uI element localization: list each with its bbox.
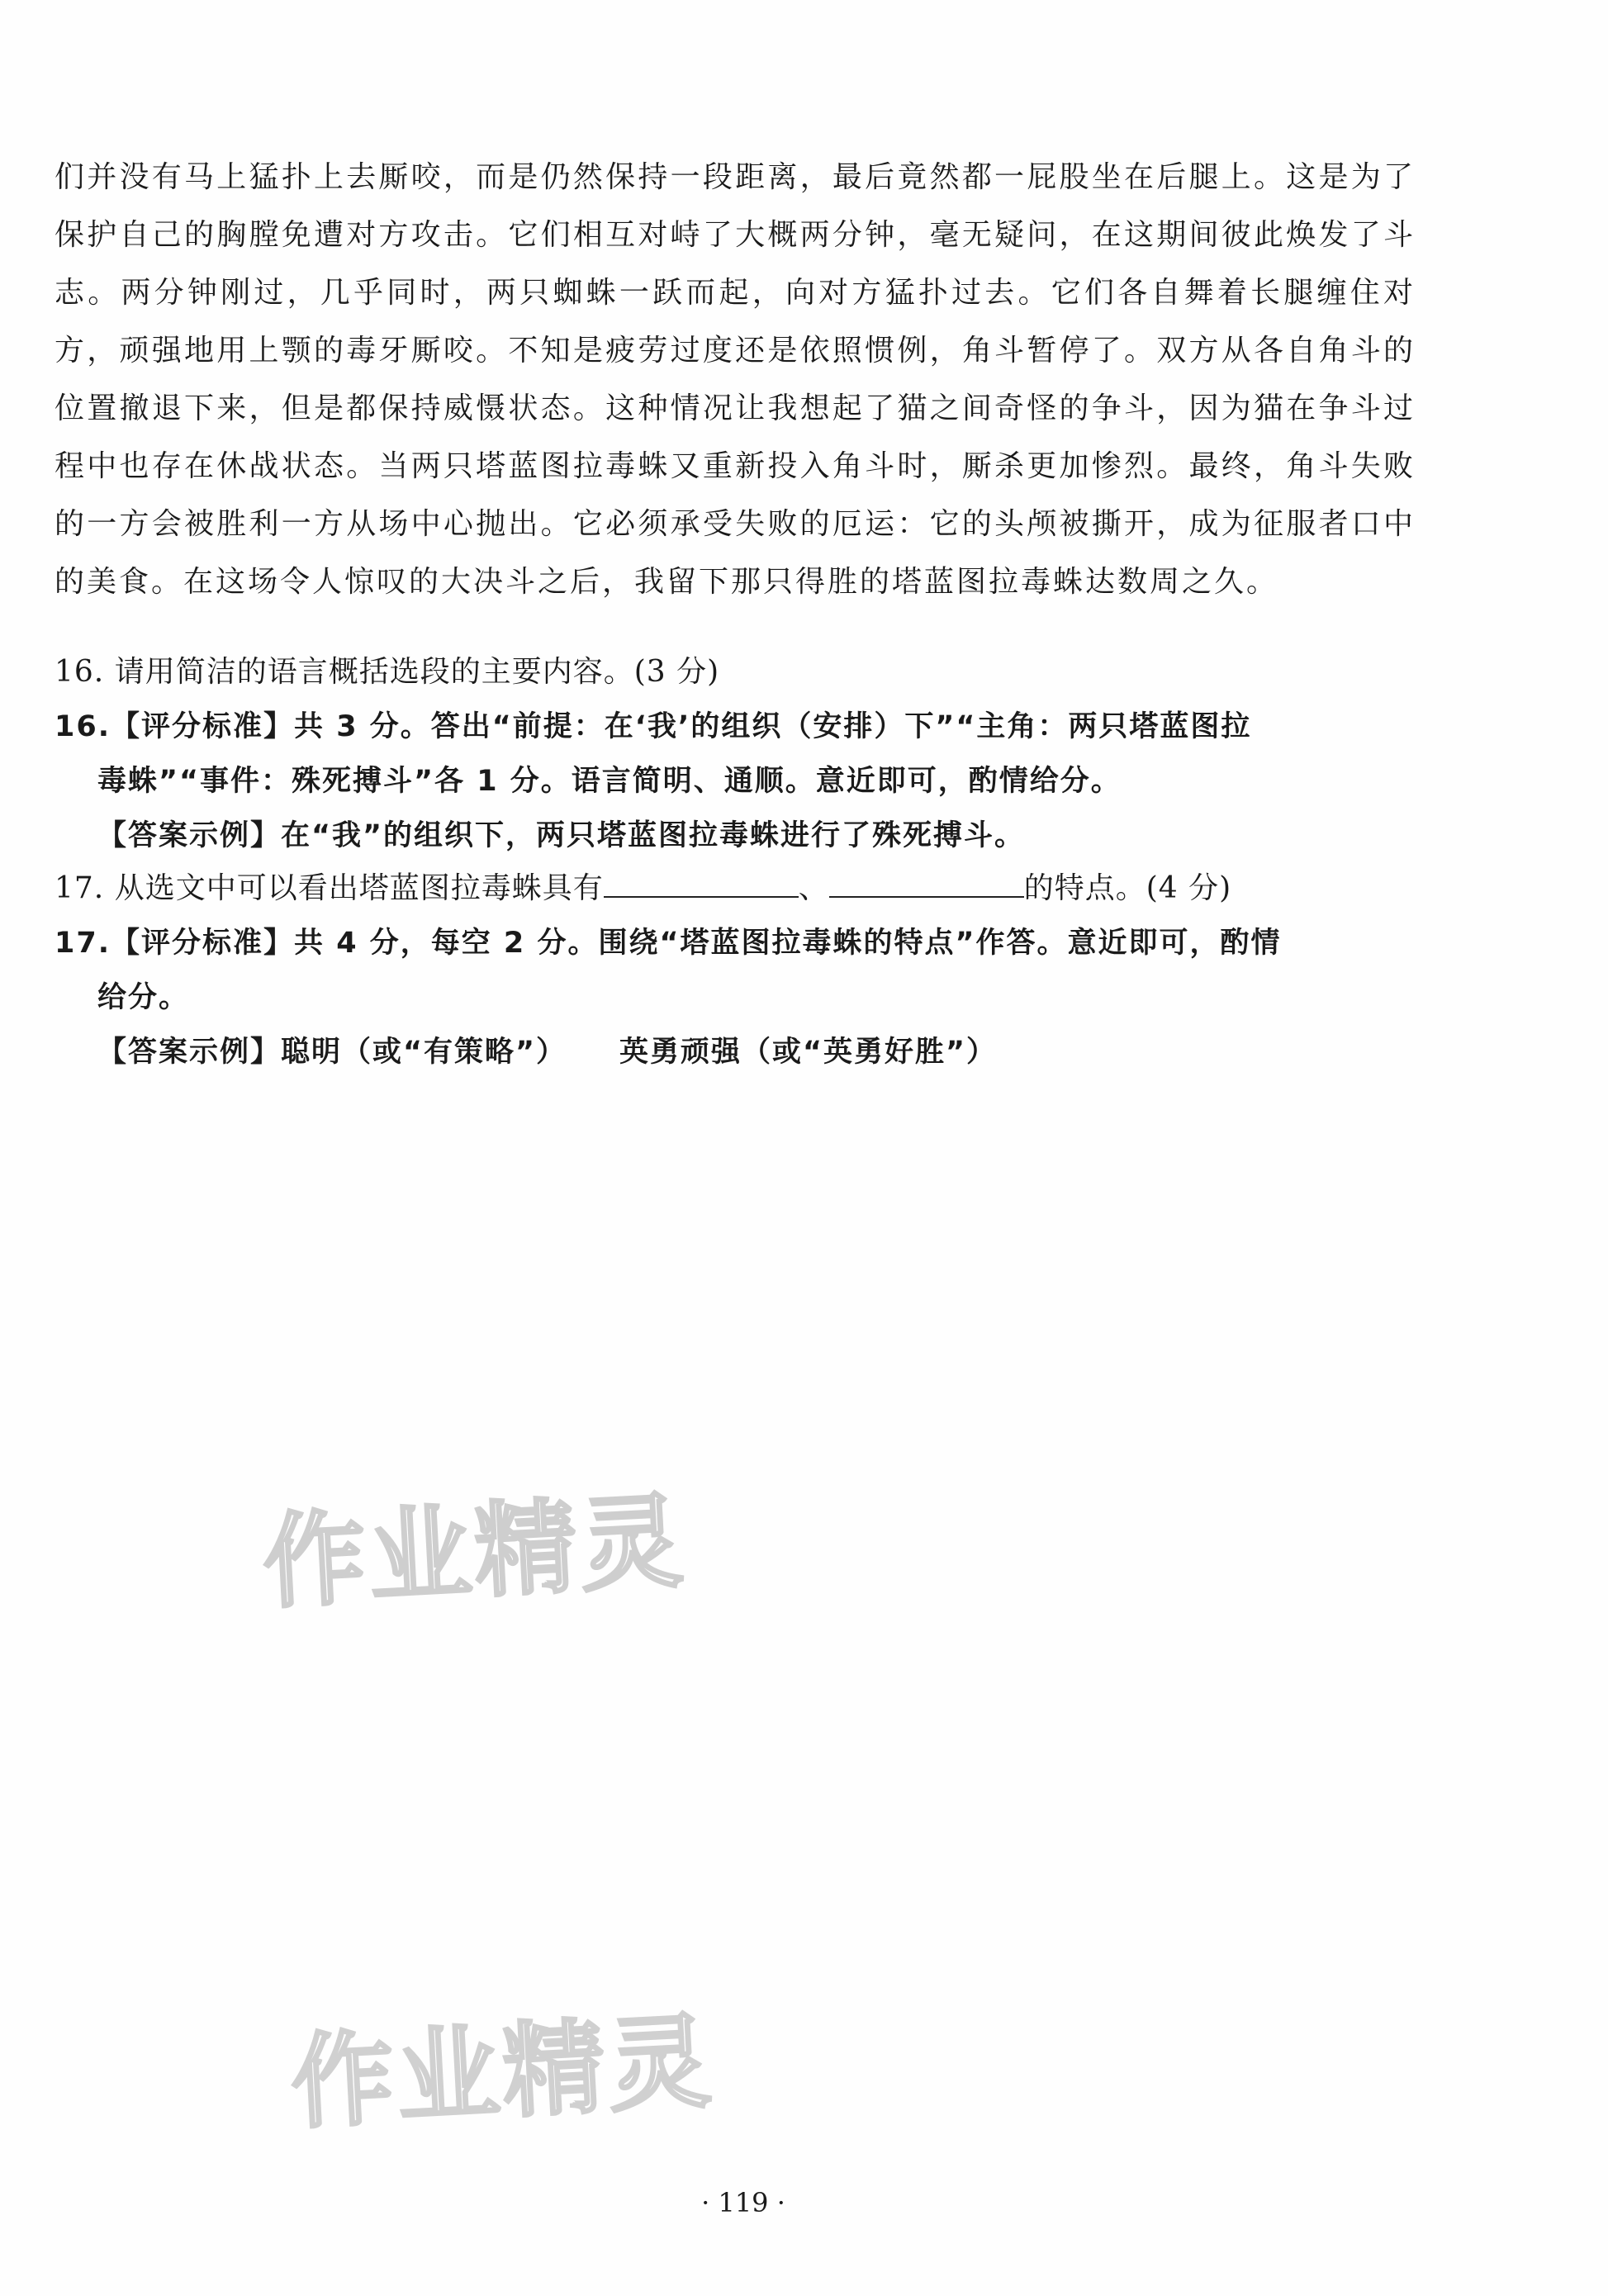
question-17-text-before: 17. 从选文中可以看出塔蓝图拉毒蛛具有 <box>55 871 604 905</box>
question-17-separator: 、 <box>798 871 829 905</box>
question-17-scoring-line2: 给分。 <box>97 981 190 1014</box>
question-16-scoring <box>55 700 1417 863</box>
answer-blank-2 <box>829 871 1024 898</box>
answer-blank-1 <box>604 871 799 898</box>
question-17-answer-example <box>55 1025 1417 1079</box>
question-17-scoring <box>55 916 1417 1079</box>
answer-example-2: 英勇顽强（或“英勇好胜”） <box>619 1036 998 1069</box>
passage-text: 们并没有马上猛扑上去厮咬，而是仍然保持一段距离，最后竟然都一屁股坐在后腿上。这是为了保护自己的胸膛免遭对方攻击。它们相互对峙了大概两分钟，毫无疑问，在这期间彼此焕发了斗志。两分钟刚过，几乎同时，两只蜘蛛一跃而起，向对方猛扑过去。它们各自舞着长腿缠住对方，顽强地用上颚的毒牙厮咬。不知是疲劳过度还是依照惯例，角斗暂停了。双方从各自角斗的位置撤退下来，但是都保持威慑状态。这种情况让我想起了猫之间奇怪的争斗，因为猫在争斗过程中也存在休战状态。当两只塔蓝图拉毒蛛又重新投入角斗时，厮杀更加惨烈。最终，角斗失败的一方会被胜利一方从场中心抛出。它必须承受失败的厄运：它的头颅被撕开，成为征服者口中的美食。在这场令人惊叹的大决斗之后，我留下那只得胜的塔蓝图拉毒蛛达数周之久。 <box>55 160 1416 599</box>
question-16-scoring-line2: 毒蛛”“事件：殊死搏斗”各 1 分。语言简明、通顺。意近即可，酌情给分。 <box>97 765 1122 798</box>
page-number: · 119 · <box>701 2187 785 2218</box>
question-16-scoring-line1: 16.【评分标准】共 3 分。答出“前提：在‘我’的组织（安排）下”“主角：两只塔蓝图拉 <box>55 710 1252 743</box>
question-17-scoring-line1: 17.【评分标准】共 4 分，每空 2 分。围绕“塔蓝图拉毒蛛的特点”作答。意近即可，酌情 <box>55 927 1282 960</box>
watermark-logo: 作业精灵 <box>260 1482 690 1624</box>
question-17-text-after: 的特点。(4 分) <box>1023 871 1232 905</box>
answer-example-1: 聪明（或“有策略”） <box>281 1036 567 1069</box>
reading-passage <box>55 149 1416 611</box>
question-17 <box>55 861 1442 916</box>
answer-example-label: 【答案示例】 <box>97 1036 282 1069</box>
question-16-answer-example: 【答案示例】在“我”的组织下，两只塔蓝图拉毒蛛进行了殊死搏斗。 <box>97 819 1026 852</box>
question-16-text: 16. 请用简洁的语言概括选段的主要内容。(3 分) <box>55 655 720 689</box>
question-16 <box>55 645 1442 700</box>
watermark-logo: 作业精灵 <box>288 2002 718 2144</box>
